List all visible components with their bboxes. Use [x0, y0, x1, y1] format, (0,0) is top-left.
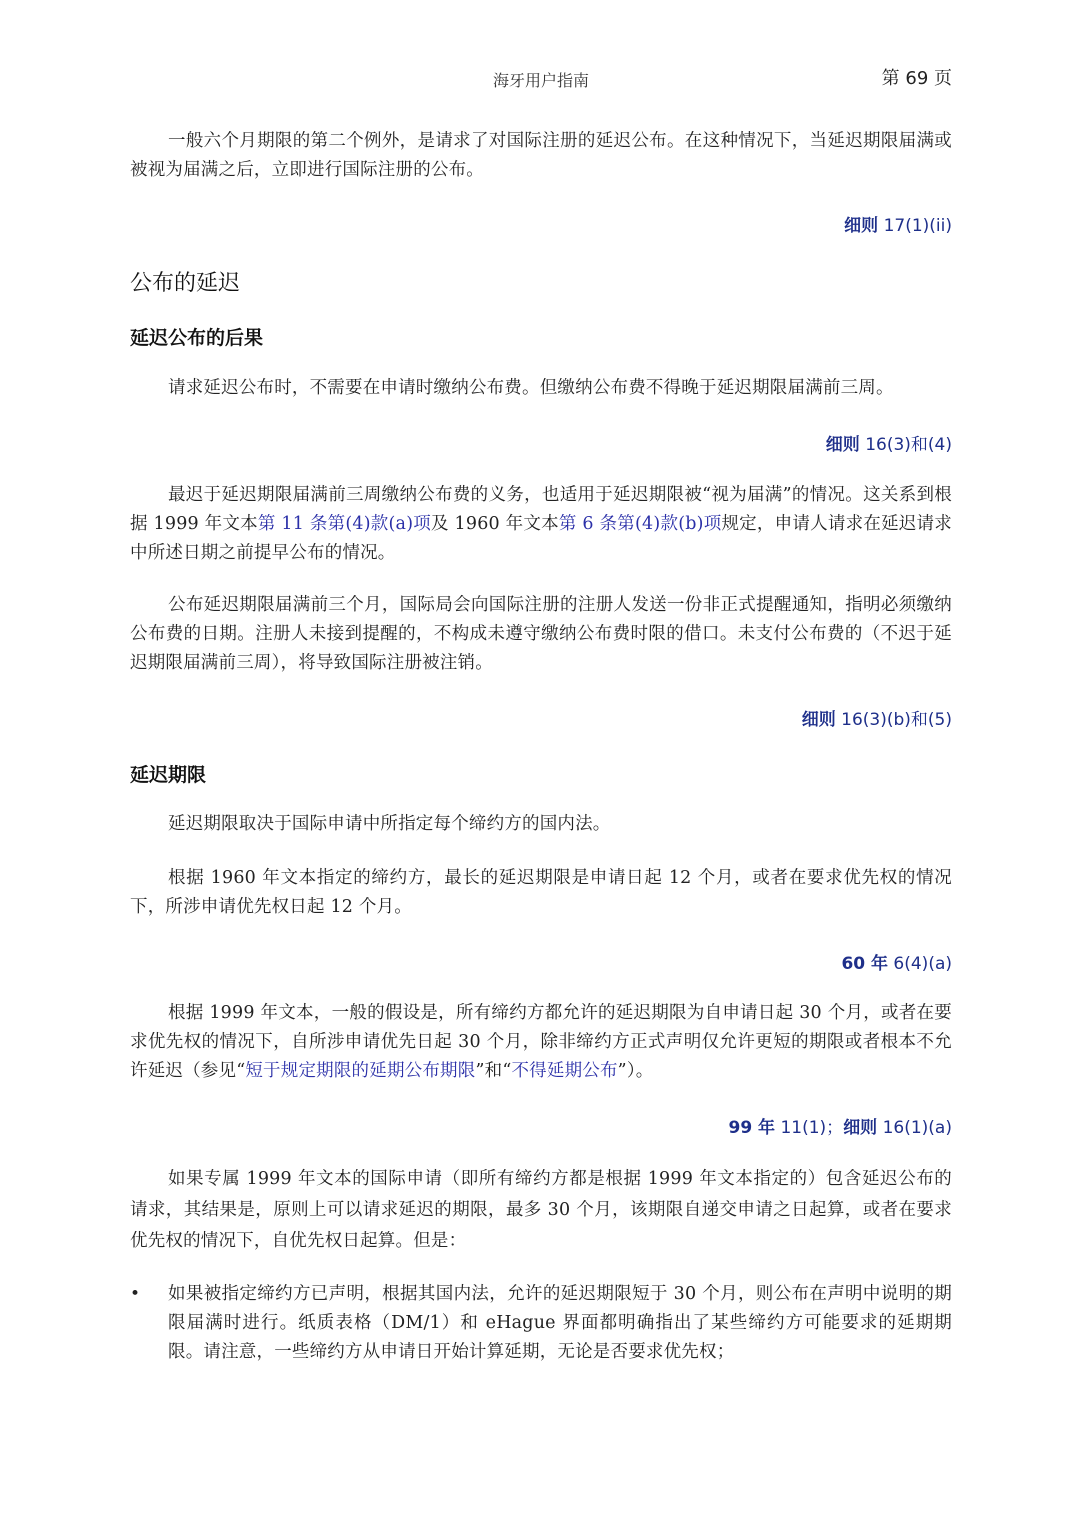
reference-5-mid: 11(1)；: [775, 1118, 844, 1138]
bullet-item-1-text: 如果被指定缔约方已声明，根据其国内法，允许的延迟期限短于 30 个月，则公布在声明中说明的期限届满时进行。纸质表格（DM/1）和 eHague 界面都明确指出了某些缔约方可能要求的延期期限。请注意，一些缔约方从申请日开始计算延期，无论是否要求优先权；: [168, 1284, 952, 1362]
reference-4: [841, 949, 952, 974]
paragraph-2-text: 请求延迟公布时，不需要在申请时缴纳公布费。但缴纳公布费不得晚于延迟期限届满前三周。: [168, 378, 894, 398]
link-article-6-4-b[interactable]: 第 6 条第(4)款(b)项: [558, 514, 722, 534]
paragraph-3: [130, 481, 952, 568]
link-no-deferment[interactable]: 不得延期公布: [511, 1061, 618, 1081]
header-title: 海牙用户指南: [492, 71, 589, 90]
paragraph-1: [130, 127, 952, 185]
bullet-item-1: [130, 1280, 952, 1367]
reference-5-prefix-1: 99 年: [728, 1118, 776, 1138]
paragraph-3-part-a: 最迟于延迟期限届满前三周缴纳公布费的义务，也适用于延迟期限被“视为届满”的情况。这关系到根据 1999 年文本: [130, 485, 952, 534]
reference-5-prefix-2: 细则: [843, 1118, 878, 1138]
paragraph-8: [130, 1164, 952, 1257]
link-shorter-deferment-period[interactable]: 短于规定期限的延期公布期限: [245, 1061, 476, 1081]
paragraph-3-text: [130, 481, 952, 568]
paragraph-2: [130, 374, 952, 403]
paragraph-7-text: [130, 999, 952, 1086]
subheading-deferment-period: 延迟期限: [130, 764, 207, 786]
reference-3-rest: 16(3)(b)和(5): [835, 710, 952, 730]
paragraph-5-text: 延迟期限取决于国际申请中所指定每个缔约方的国内法。: [168, 814, 611, 834]
paragraph-3-part-b: 及 1960 年文本: [431, 514, 559, 534]
subheading-deferment-consequences: 延迟公布的后果: [130, 327, 264, 349]
reference-2: [826, 430, 952, 455]
bullet-dot: •: [130, 1284, 141, 1304]
paragraph-3-part-c: 规定，申请人请求在延迟请求中所述日期之前提早公布的情况。: [130, 514, 952, 563]
paragraph-5: [130, 810, 952, 839]
paragraph-6: [130, 864, 952, 922]
page-header: [130, 64, 952, 94]
reference-1-rest: 17(1)(ii): [878, 216, 952, 236]
reference-1-prefix: 细则: [844, 216, 879, 236]
paragraph-7-part-c: ”）。: [617, 1061, 654, 1081]
paragraph-7: [130, 999, 952, 1086]
paragraph-1-text: 一般六个月期限的第二个例外，是请求了对国际注册的延迟公布。在这种情况下，当延迟期限届满或被视为届满之后，立即进行国际注册的公布。: [130, 131, 952, 180]
reference-4-prefix: 60 年: [841, 954, 889, 974]
reference-3-prefix: 细则: [801, 710, 836, 730]
paragraph-6-text: 根据 1960 年文本指定的缔约方，最长的延迟期限是申请日起 12 个月，或者在要求优先权的情况下，所涉申请优先权日起 12 个月。: [130, 868, 952, 917]
paragraph-7-part-a: 根据 1999 年文本，一般的假设是，所有缔约方都允许的延迟期限为自申请日起 30 个月，或者在要求优先权的情况下，自所涉申请优先日起 30 个月，除非缔约方正式声明仅允许更短的期限或者根本不允许延迟（参见“: [130, 1003, 952, 1081]
page-number: 第 69 页: [881, 68, 952, 89]
reference-1: [844, 211, 952, 236]
reference-5-rest: 16(1)(a): [877, 1118, 952, 1138]
paragraph-7-part-b: ”和“: [475, 1061, 512, 1081]
link-article-11-4-a[interactable]: 第 11 条第(4)款(a)项: [257, 514, 431, 534]
reference-2-rest: 16(3)和(4): [859, 435, 952, 455]
reference-4-rest: 6(4)(a): [888, 954, 952, 974]
reference-2-prefix: 细则: [825, 435, 860, 455]
paragraph-4: [130, 591, 952, 678]
paragraph-8-text: 如果专属 1999 年文本的国际申请（即所有缔约方都是根据 1999 年文本指定的）包含延迟公布的请求，其结果是，原则上可以请求延迟的期限，最多 30 个月，该期限自递交申请之日起算，或者在要求优先权的情况下，自优先权日起算。但是：: [130, 1169, 952, 1251]
section-heading-publication-deferment: 公布的延迟: [130, 271, 241, 296]
reference-5: [728, 1113, 952, 1138]
paragraph-4-text: 公布延迟期限届满前三个月，国际局会向国际注册的注册人发送一份非正式提醒通知，指明必须缴纳公布费的日期。注册人未接到提醒的，不构成未遵守缴纳公布费时限的借口。未支付公布费的（不迟于延迟期限届满前三周），将导致国际注册被注销。: [130, 595, 952, 673]
reference-3: [802, 705, 952, 730]
